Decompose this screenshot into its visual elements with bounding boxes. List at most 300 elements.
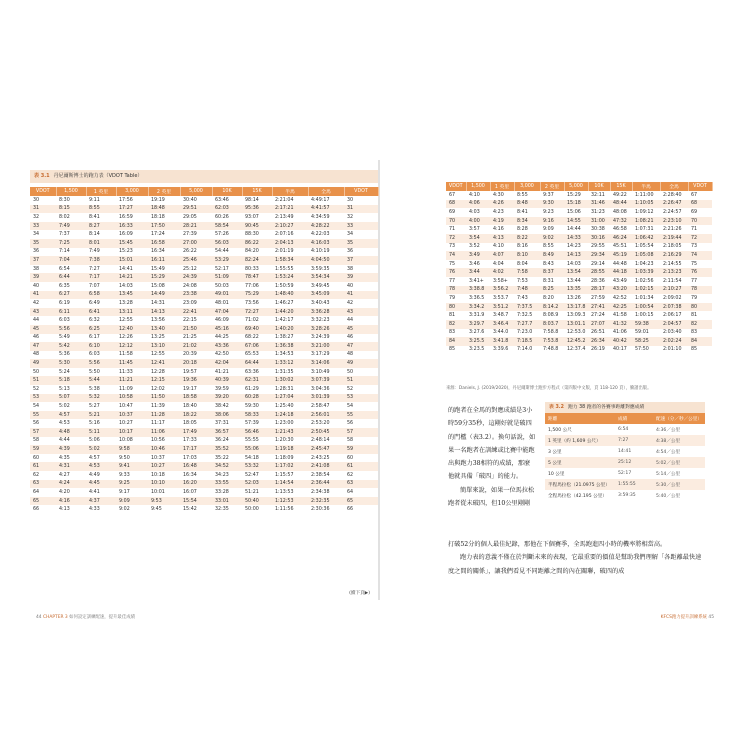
table-cell: 2:50:45 — [308, 428, 344, 437]
table-cell: 1:27:04 — [272, 394, 308, 403]
table-cell: 7:58 — [514, 268, 540, 277]
book-title: KFCS跑力提升訓練系統 — [660, 615, 707, 620]
table-cell: 8:55 — [543, 244, 554, 250]
table-cell: 4:13 — [490, 234, 514, 243]
table-cell: 11:33 — [119, 369, 133, 375]
column-header: 全馬 — [308, 187, 344, 196]
table-cell: 75 — [691, 261, 698, 267]
table-cell: 63 — [344, 480, 378, 489]
table-cell: 85 — [691, 347, 698, 353]
table-cell: 1 英里（約 1,609 公尺） — [545, 435, 615, 446]
table-cell: 80:33 — [245, 266, 259, 272]
table-cell: 8:10 — [514, 251, 540, 260]
table-cell: 2:24:57 — [663, 209, 682, 215]
table-row — [30, 222, 378, 231]
table-cell: 5:13 — [59, 386, 70, 392]
table-cell: 1:58:34 — [272, 256, 308, 265]
table-cell: 81 — [449, 313, 456, 319]
table-cell: 4:22:03 — [311, 232, 330, 238]
table-cell: 8:01 — [86, 239, 116, 248]
left-page — [30, 160, 378, 620]
table-cell: 1:33:12 — [272, 359, 308, 368]
table-cell: 45:16 — [212, 325, 242, 334]
table-cell: 12:40 — [116, 325, 148, 334]
table-cell: 3:24:39 — [311, 335, 330, 341]
table-cell: 7:14.0 — [517, 347, 533, 353]
table-cell: 3:59:35 — [618, 493, 636, 498]
table-cell: 1:02:15 — [632, 286, 660, 295]
table-cell: 13:35 — [564, 286, 588, 295]
table-cell: 7:27 — [89, 266, 100, 272]
table-cell: 8:30 — [59, 197, 70, 203]
table-cell: 35:22 — [215, 455, 229, 461]
table-cell: 52:03 — [242, 480, 272, 489]
table-cell: 82 — [446, 320, 466, 329]
table-cell: 61:29 — [245, 386, 259, 392]
pace-table — [545, 413, 705, 501]
table-cell: 13:10 — [148, 342, 180, 351]
table-cell: 29:51 — [180, 205, 212, 214]
table-cell: 7:25 — [56, 239, 86, 248]
table-row — [446, 311, 712, 320]
table-cell: 5:21 — [86, 411, 116, 420]
table-cell: 4:53 — [59, 421, 70, 427]
table-cell: 2:41:08 — [308, 462, 344, 471]
table-cell: 8:14 — [89, 232, 100, 238]
table-row — [545, 479, 705, 490]
table-cell: 8:08.9 — [543, 313, 559, 319]
table-cell: 22:15 — [183, 318, 197, 324]
table-cell: 11:28 — [148, 411, 180, 420]
table-cell: 40 — [347, 283, 354, 289]
table-cell: 2:10:27 — [660, 286, 688, 295]
table-cell: 1:38:27 — [275, 335, 294, 341]
table-row — [446, 191, 712, 200]
table-cell: 15:29 — [148, 273, 180, 282]
table-cell: 34:23 — [215, 472, 229, 478]
column-header: 2 英里 — [540, 182, 564, 191]
table-cell: 15:49 — [151, 266, 165, 272]
table-cell: 29:55 — [591, 244, 605, 250]
table-cell: 48:01 — [215, 300, 229, 306]
table-cell: 54:18 — [245, 455, 259, 461]
table-row — [30, 488, 378, 497]
table-cell: 46 — [347, 335, 354, 341]
table-cell: 4:44 — [59, 438, 70, 444]
table-cell: 7:49 — [89, 249, 100, 255]
table-cell: 1:50:59 — [275, 283, 294, 289]
table-cell: 43 — [344, 308, 378, 317]
right-page — [380, 160, 720, 620]
table-cell: 4:02 — [490, 268, 514, 277]
table-row — [446, 208, 712, 217]
table-row — [30, 376, 378, 385]
table-cell: 29:34 — [588, 251, 610, 260]
table-cell: 4:26 — [490, 200, 514, 209]
table-cell: 14:49 — [148, 291, 180, 300]
table-row — [545, 468, 705, 479]
table-cell: 12:02 — [151, 386, 165, 392]
table-cell: 3:54 — [466, 234, 490, 243]
table-cell: 75:29 — [242, 291, 272, 300]
table-cell: 64 — [33, 489, 40, 495]
table-cell: 80 — [688, 303, 712, 312]
table-cell: 7:53 — [517, 278, 528, 284]
table-cell: 48 — [33, 352, 40, 358]
table-cell: 14:03 — [567, 261, 581, 267]
table-cell: 68 — [688, 200, 712, 209]
right-footer — [661, 614, 714, 620]
column-header: 3,000 — [514, 182, 540, 191]
table-row — [545, 446, 705, 457]
table-cell: 67:06 — [242, 342, 272, 351]
table-cell: 36:57 — [212, 428, 242, 437]
table-row — [446, 217, 712, 226]
table-cell: 2:21:26 — [663, 227, 682, 233]
table-cell: 66 — [33, 507, 40, 513]
table-cell: 59 — [30, 445, 56, 454]
column-header: 3,000 — [116, 187, 148, 196]
table-cell: 7:48.8 — [543, 347, 559, 353]
table-cell: 4:33 — [89, 507, 100, 513]
table-cell: 5:40／公里 — [656, 493, 681, 499]
table-cell: 5:42 — [56, 342, 86, 351]
table-cell: 27:07 — [588, 320, 610, 329]
table-cell: 42:25 — [610, 303, 632, 312]
table-cell: 59:30 — [245, 404, 259, 410]
table-cell: 52:17 — [215, 266, 229, 272]
table-cell: 8:25 — [540, 286, 564, 295]
paragraph: 打破52分的個人最佳紀錄，那他在下個賽季，全馬跑進四小時的機率將相當高。 — [448, 541, 667, 548]
table-cell: 5:02／公里 — [653, 457, 705, 468]
vdot-table-right — [446, 182, 713, 354]
table-cell: 1:05:54 — [635, 244, 654, 250]
table-cell: 53:32 — [242, 462, 272, 471]
table-cell: 3:34.2 — [466, 303, 490, 312]
table-cell: 45 — [344, 325, 378, 334]
table-cell: 11:21 — [116, 376, 148, 385]
table-cell: 56:46 — [242, 428, 272, 437]
table-cell: 33:28 — [215, 489, 229, 495]
table-cell: 33 — [344, 222, 378, 231]
column-header: 半馬 — [272, 187, 308, 196]
table-cell: 51:21 — [245, 489, 259, 495]
table-cell: 41:21 — [215, 369, 229, 375]
table-cell: 13:54 — [564, 268, 588, 277]
table-cell: 13:26 — [567, 295, 581, 301]
table-cell: 4:16 — [493, 227, 504, 233]
table-cell: 36 — [33, 249, 40, 255]
table-cell: 2:04:13 — [272, 239, 308, 248]
table-cell: 90:45 — [242, 222, 272, 231]
table-cell: 4:30 — [493, 192, 504, 198]
table-cell: 28:55 — [588, 268, 610, 277]
table-cell: 30 — [33, 197, 40, 203]
table-cell: 12:26 — [119, 335, 133, 341]
body-text-left — [448, 404, 536, 510]
table-row — [446, 243, 712, 252]
table-cell: 12:55 — [119, 318, 133, 324]
table-cell: 5:24 — [59, 369, 70, 375]
table-cell: 21:02 — [180, 342, 212, 351]
column-header: 距離 — [545, 413, 615, 424]
table-cell: 26:51 — [591, 330, 605, 336]
table-row — [446, 329, 712, 338]
table-cell: 7:18.5 — [514, 337, 540, 346]
right-page-number: 45 — [708, 615, 714, 620]
table-cell: 14:21 — [116, 273, 148, 282]
table-cell: 4:41:57 — [308, 205, 344, 214]
table-cell: 56 — [347, 421, 354, 427]
table-cell: 10:58 — [116, 394, 148, 403]
table-cell: 9:09 — [116, 497, 148, 506]
table-cell: 5:50 — [89, 369, 100, 375]
table-cell: 3:32:23 — [311, 318, 330, 324]
table-cell: 6:35 — [59, 283, 70, 289]
table-cell: 4:04:50 — [308, 256, 344, 265]
table-cell: 4:53 — [86, 462, 116, 471]
table-cell: 76 — [688, 268, 712, 277]
table-cell: 32:11 — [591, 192, 605, 198]
table-cell: 52:17 — [618, 471, 632, 476]
table-cell: 57:39 — [245, 421, 259, 427]
table-cell: 6:19 — [59, 300, 70, 306]
table-cell: 1:55:55 — [275, 266, 294, 272]
table-cell: 4:49 — [89, 472, 100, 478]
table-cell: 5:49 — [59, 335, 70, 341]
table-cell: 4:34:59 — [311, 214, 330, 220]
column-header: VDOT — [688, 182, 712, 191]
table-cell: 38:06 — [212, 411, 242, 420]
table-cell: 7:58.8 — [543, 330, 559, 336]
table-cell: 15:08 — [151, 283, 165, 289]
table-row — [30, 462, 378, 471]
table-cell: 15:01 — [116, 256, 148, 265]
table-cell: 71:02 — [245, 318, 259, 324]
table-cell: 27:39 — [183, 232, 197, 238]
table-cell: 56:03 — [212, 239, 242, 248]
table-cell: 30:16 — [588, 234, 610, 243]
table-cell: 45:51 — [613, 244, 627, 250]
table-cell: 6:32 — [89, 318, 100, 324]
table-cell: 37 — [30, 256, 56, 265]
table-cell: 10:47 — [119, 404, 133, 410]
table-cell: 58:25 — [632, 337, 660, 346]
table-cell: 4:57 — [89, 455, 100, 461]
table-cell: 7:32.5 — [517, 313, 533, 319]
table-cell: 3:29.7 — [466, 320, 490, 329]
table-cell: 58:33 — [242, 411, 272, 420]
table-cell: 79 — [449, 295, 456, 301]
table-cell: 8:27 — [86, 222, 116, 231]
table-cell: 3:44 — [466, 268, 490, 277]
table-cell: 9:45 — [151, 507, 162, 513]
table-cell: 1:44:20 — [272, 308, 308, 317]
table-cell: 13:09.3 — [567, 313, 586, 319]
table-row — [446, 260, 712, 269]
table-cell: 17:03 — [183, 455, 197, 461]
table-cell: 16:48 — [180, 462, 212, 471]
table-cell: 45:19 — [610, 251, 632, 260]
table-cell: 59:38 — [632, 320, 660, 329]
table-row — [30, 385, 378, 394]
table-cell: 1:55:55 — [615, 479, 653, 490]
table-cell: 2:04:57 — [660, 320, 688, 329]
table-row — [30, 213, 378, 222]
table-cell: 5:02 — [59, 404, 70, 410]
table-cell: 26:19 — [591, 347, 605, 353]
table-cell: 半程馬拉松（21.0975 公里） — [545, 479, 615, 490]
table-cell: 42:50 — [215, 352, 229, 358]
table-cell: 9:58 — [116, 445, 148, 454]
table-cell: 35 — [344, 239, 378, 248]
table-row — [446, 251, 712, 260]
table-cell: 19:57 — [183, 369, 197, 375]
table-cell: 17:24 — [151, 232, 165, 238]
table-cell: 9:23 — [543, 209, 554, 215]
table-cell: 48:08 — [613, 209, 627, 215]
table-cell: 6:03 — [59, 318, 70, 324]
table-cell: 47:04 — [212, 308, 242, 317]
table-cell: 13:01.1 — [564, 320, 588, 329]
table-cell: 30:40 — [183, 197, 197, 203]
table-cell: 1:11:00 — [635, 192, 654, 198]
table-cell: 70 — [688, 217, 712, 226]
table-cell: 29:14 — [591, 261, 605, 267]
table-cell: 7:48 — [514, 286, 540, 295]
table-cell: 11:17 — [151, 421, 165, 427]
table-row — [446, 320, 712, 329]
table-cell: 14:55 — [564, 217, 588, 226]
table-cell: 88:30 — [245, 232, 259, 238]
table-number: 表 3.2 — [549, 405, 564, 410]
table-cell: 6:11 — [56, 308, 86, 317]
table-cell: 12:45.2 — [564, 337, 588, 346]
table-cell: 6:25 — [86, 325, 116, 334]
table-cell: 3:45:09 — [308, 291, 344, 300]
table-cell: 62 — [347, 472, 354, 478]
table-cell: 1:04:23 — [635, 261, 654, 267]
table-row — [30, 419, 378, 428]
table-cell: 65 — [30, 497, 56, 506]
table-cell: 41 — [344, 291, 378, 300]
table-cell: 42 — [347, 300, 354, 306]
table-cell: 45 — [30, 325, 56, 334]
table-cell: 8:55 — [517, 192, 528, 198]
table-cell: 2:45:47 — [308, 445, 344, 454]
table-cell: 61 — [30, 462, 56, 471]
table-cell: 19:36 — [180, 376, 212, 385]
table-cell: 3:49:45 — [311, 283, 330, 289]
table-cell: 37:31 — [215, 421, 229, 427]
table-cell: 10:17 — [116, 428, 148, 437]
table-cell: 4:36／公里 — [656, 427, 681, 433]
table-cell: 4:39 — [56, 445, 86, 454]
table-cell: 1:05:08 — [632, 251, 660, 260]
table-cell: 2:23:10 — [660, 217, 688, 226]
column-header: VDOT — [446, 182, 466, 191]
table-cell: 5:32 — [86, 394, 116, 403]
table-cell: 13:45 — [116, 291, 148, 300]
table-cell: 44:25 — [215, 335, 229, 341]
table-cell: 26:22 — [183, 249, 197, 255]
table-cell: 52 — [33, 386, 40, 392]
table-cell: 2:17:21 — [272, 205, 308, 214]
table-cell: 30:38 — [591, 227, 605, 233]
table-cell: 3:46.4 — [490, 320, 514, 329]
table-cell: 6:58 — [86, 291, 116, 300]
table-cell: 48 — [347, 352, 354, 358]
table-cell: 2:58:47 — [311, 404, 330, 410]
table-cell: 15:29 — [567, 192, 581, 198]
table-cell: 18:18 — [151, 214, 165, 220]
table-cell: 8:22 — [514, 234, 540, 243]
table-source: 來源：Daniels, J. (2019/2020)，丹尼爾斯博士跑步方程式（第四版中文版，頁 118-120 頁），臉譜出版。 — [446, 386, 652, 391]
table-cell: 1:42:17 — [275, 318, 294, 324]
table-cell: 3:28:26 — [308, 325, 344, 334]
table-cell: 3:44.0 — [493, 330, 509, 336]
table-cell: 12:41 — [148, 359, 180, 368]
table-cell: 27:24 — [591, 313, 605, 319]
table-cell: 8:49 — [540, 251, 564, 260]
table-cell: 11:09 — [119, 386, 133, 392]
table-cell: 4:23 — [493, 209, 504, 215]
column-header: 1,500 — [466, 182, 490, 191]
table-cell: 3:56.2 — [490, 286, 514, 295]
table-cell: 1:07:31 — [635, 227, 654, 233]
table-row — [30, 196, 378, 205]
table-cell: 4:04 — [493, 261, 504, 267]
table-cell: 2:06:17 — [663, 313, 682, 319]
table-cell: 16:20 — [180, 480, 212, 489]
table-cell: 3:31.9 — [469, 313, 485, 319]
table-cell: 1:09:12 — [635, 209, 654, 215]
table-cell: 36:24 — [215, 438, 229, 444]
table-cell: 4:10:19 — [311, 249, 330, 255]
table-cell: 33:55 — [212, 480, 242, 489]
table-cell: 10:27 — [148, 462, 180, 471]
table-cell: 7:37 — [59, 232, 70, 238]
table-cell: 3:21:00 — [308, 342, 344, 351]
table-cell: 5:44 — [86, 376, 116, 385]
table-cell: 51 — [30, 376, 56, 385]
table-row — [30, 368, 378, 377]
table-cell: 49:01 — [212, 291, 242, 300]
table-cell: 69 — [449, 209, 456, 215]
table-row — [545, 490, 705, 501]
table-cell: 9:09 — [543, 227, 554, 233]
table-cell: 3:59:35 — [311, 266, 330, 272]
table-cell: 9:53 — [148, 497, 180, 506]
table-cell: 17:49 — [180, 428, 212, 437]
table-cell: 38 — [33, 266, 40, 272]
table-cell: 77 — [449, 278, 456, 284]
table-cell: 42 — [33, 300, 40, 306]
table-cell: 32 — [33, 214, 40, 220]
table-cell: 1:25:40 — [275, 404, 294, 410]
table-cell: 6:10 — [86, 342, 116, 351]
table-cell: 49 — [30, 359, 56, 368]
table-cell: 1:28:31 — [275, 386, 294, 392]
table-cell: 6:44 — [56, 273, 86, 282]
table-cell: 39 — [30, 273, 56, 282]
table-cell: 28:21 — [180, 222, 212, 231]
table-cell: 57 — [344, 428, 378, 437]
column-header: VDOT — [30, 187, 56, 196]
table-cell: 2:01:10 — [663, 347, 682, 353]
table-cell: 62 — [33, 472, 40, 478]
table-cell: 1:53:24 — [272, 273, 308, 282]
